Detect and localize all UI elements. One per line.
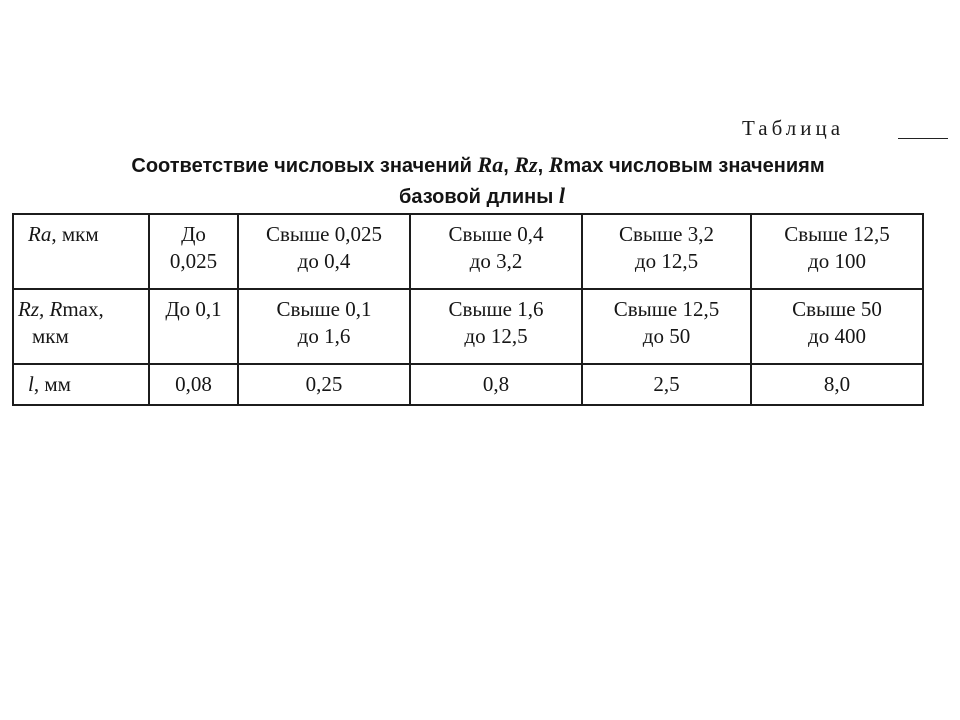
cell-value: 0,08 [175,372,212,397]
table-caption [40,150,920,212]
header-symbol: Ra [28,222,52,246]
table-cell [238,364,410,405]
cell-line-2: до 0,4 [297,249,351,273]
cell-line-2: до 3,2 [469,249,523,273]
table-cell [410,364,582,405]
cell-line-1: Свыше 0,025 [265,222,383,246]
table-cell [582,214,751,289]
cell-line-2: до 1,6 [297,324,351,349]
caption-symbol-l: l [558,183,566,208]
caption-symbol-rmax-r: R [548,152,564,177]
caption-comma-1: , [503,155,515,177]
table-cell [751,289,923,364]
table-number-rule [898,138,948,139]
cell-line-1: Свыше 1,6 [448,297,544,322]
cell-line-2: до 12,5 [634,249,699,273]
caption-line-2 [42,181,922,212]
cell-line-1: Свыше 0,1 [276,297,372,322]
cell-line-1: Свыше 12,5 [613,297,720,322]
row-header-rz-rmax [13,289,149,364]
caption-symbol-rmax-sub: max [563,155,604,177]
table-row-ra [13,214,923,289]
table-cell [149,289,238,364]
table-row-l [13,364,923,405]
cell-line-2: до 12,5 [464,324,528,349]
cell-value: 0,25 [305,372,343,397]
caption-symbol-ra: Ra [477,152,504,177]
roughness-table [12,213,924,406]
row-header-ra [13,214,149,289]
cell-line-1: Свыше 0,4 [448,222,544,246]
cell-line-2: до 50 [642,324,691,349]
cell-line-1: До 0,1 [165,297,222,322]
table-cell [238,214,410,289]
table-cell [582,289,751,364]
caption-comma-2: , [537,155,549,177]
cell-value: 2,5 [653,372,680,397]
cell-value: 0,8 [482,372,510,397]
table-cell [751,214,923,289]
cell-line-1: До [181,222,206,246]
cell-line-1: Свыше 3,2 [618,222,715,246]
header-unit: max, [62,297,104,322]
header-symbol: l [28,372,34,397]
caption-text-prefix: Соответствие числовых значений [131,155,478,177]
cell-line-2: до 400 [808,324,866,349]
caption-symbol-rz: Rz [514,152,538,177]
row-header-l [13,364,149,405]
caption-text-suffix: числовым значениям [603,155,825,177]
table-cell [149,364,238,405]
table-row-rz-rmax [13,289,923,364]
caption-text-line2: базовой длины [398,186,559,208]
cell-line-2: до 100 [808,249,866,273]
table-cell [410,214,582,289]
cell-value: 8,0 [823,372,851,397]
table-cell [238,289,410,364]
header-line-2: мкм [32,324,69,349]
cell-line-2: 0,025 [169,249,218,273]
header-line-1 [18,296,144,323]
header-unit: , мм [33,372,71,397]
table-cell [149,214,238,289]
header-unit: , мкм [51,222,99,246]
cell-line-1: Свыше 50 [792,297,882,322]
table-cell [410,289,582,364]
table-label: Таблица [742,116,845,140]
cell-line-1: Свыше 12,5 [784,222,890,246]
caption-line-1 [38,150,918,181]
header-symbol: Rz, R [18,297,63,322]
table-cell [751,364,923,405]
table-cell [582,364,751,405]
